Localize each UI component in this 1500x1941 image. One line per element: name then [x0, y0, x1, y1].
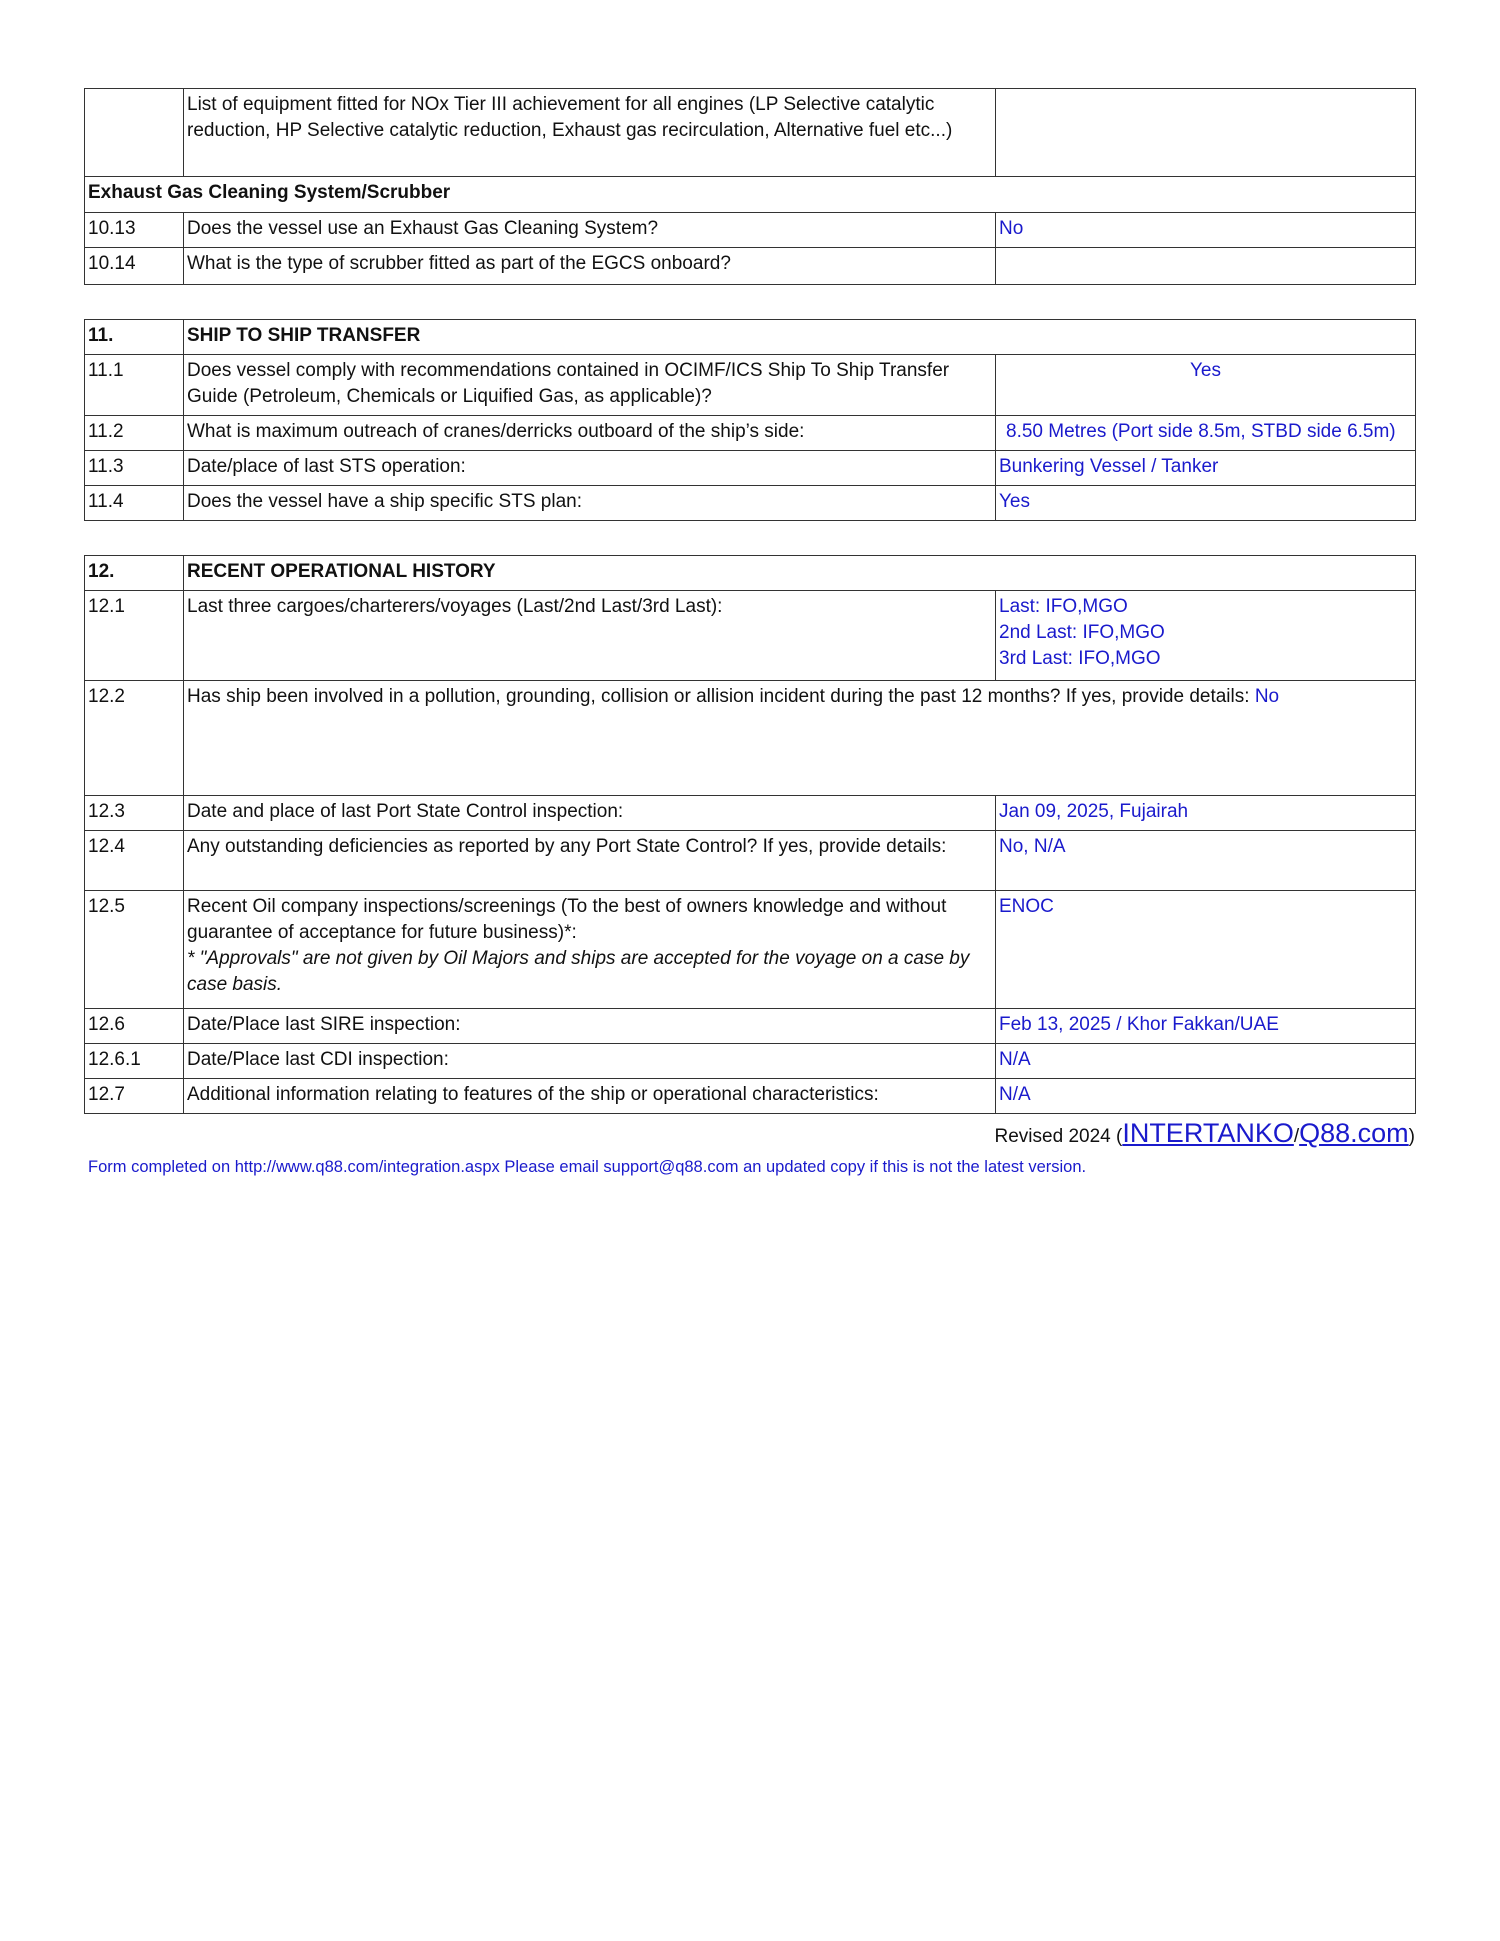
row-question: Date and place of last Port State Control inspection: — [184, 796, 996, 831]
table-row-12-2 — [85, 681, 1416, 796]
row-number: 12.6.1 — [85, 1044, 184, 1079]
row-answer: No — [1254, 686, 1280, 707]
table-row-12-6-1 — [85, 1044, 1416, 1079]
intertanko-link[interactable]: INTERTANKO — [1122, 1118, 1294, 1148]
table-row-11-3 — [85, 451, 1416, 486]
row-question: Has ship been involved in a pollution, grounding, collision or allision incident during the past 12 months? If yes, provide details: — [187, 686, 1255, 707]
row-question: Date/Place last SIRE inspection: — [184, 1009, 996, 1044]
revised-suffix: ) — [1408, 1126, 1415, 1147]
q88-link[interactable]: Q88.com — [1299, 1118, 1409, 1148]
row-question: What is maximum outreach of cranes/derricks outboard of the ship’s side: — [184, 416, 996, 451]
table-row-12-5 — [85, 891, 1416, 1009]
row-question-with-answer — [184, 681, 1416, 796]
row-question: Last three cargoes/charterers/voyages (Last/2nd Last/3rd Last): — [184, 591, 996, 681]
table-row-11-2 — [85, 416, 1416, 451]
link-separator: / — [1293, 1126, 1300, 1147]
row-question: Does vessel comply with recommendations contained in OCIMF/ICS Ship To Ship Transfer Guide (Petroleum, Chemicals or Liquified Gas, as applicable)? — [184, 355, 996, 416]
row-answer: Yes — [996, 355, 1416, 416]
row-number: 11.2 — [85, 416, 184, 451]
section-10-continued-table — [84, 88, 1416, 285]
subheader-row-egcs — [85, 177, 1416, 213]
row-number: 12.5 — [85, 891, 184, 1009]
row-answer: Jan 09, 2025, Fujairah — [996, 796, 1416, 831]
row-question-block — [184, 891, 996, 1009]
row-answer: No — [996, 213, 1416, 248]
row-answer: N/A — [996, 1079, 1416, 1114]
row-answer: 8.50 Metres (Port side 8.5m, STBD side 6.5m) — [996, 416, 1416, 451]
cargo-last: Last: IFO,MGO — [999, 596, 1128, 617]
table-row-11-4 — [85, 486, 1416, 521]
row-question: Any outstanding deficiencies as reported by any Port State Control? If yes, provide details: — [184, 831, 996, 891]
table-row-12-3 — [85, 796, 1416, 831]
section-title: RECENT OPERATIONAL HISTORY — [184, 556, 1416, 591]
row-number: 11.4 — [85, 486, 184, 521]
cargo-2nd-last: 2nd Last: IFO,MGO — [999, 622, 1165, 643]
table-row-12-7 — [85, 1079, 1416, 1114]
row-question: Recent Oil company inspections/screenings (To the best of owners knowledge and without guarantee of acceptance for future business)*: — [187, 896, 947, 943]
row-answer: Yes — [996, 486, 1416, 521]
section-11-table — [84, 319, 1416, 521]
row-number: 12.3 — [85, 796, 184, 831]
row-answer: ENOC — [996, 891, 1416, 1009]
table-row-12-4 — [85, 831, 1416, 891]
row-number: 10.13 — [85, 213, 184, 248]
row-question: Date/Place last CDI inspection: — [184, 1044, 996, 1079]
section-12-table — [84, 555, 1416, 1114]
revised-note — [995, 1118, 1415, 1149]
row-answer — [996, 89, 1416, 177]
form-completed-note: Form completed on http://www.q88.com/integration.aspx Please email support@q88.com an updated copy if this is not the latest version. — [88, 1158, 1087, 1176]
subheader-egcs: Exhaust Gas Cleaning System/Scrubber — [85, 177, 1416, 213]
table-row-12-1 — [85, 591, 1416, 681]
section-header-row — [85, 320, 1416, 355]
section-header-row — [85, 556, 1416, 591]
row-number: 10.14 — [85, 248, 184, 285]
row-number: 12.2 — [85, 681, 184, 796]
row-number: 11.3 — [85, 451, 184, 486]
row-question: Date/place of last STS operation: — [184, 451, 996, 486]
row-question: Additional information relating to features of the ship or operational characteristics: — [184, 1079, 996, 1114]
revised-prefix: Revised 2024 ( — [994, 1126, 1123, 1147]
row-number — [85, 89, 184, 177]
row-number: 12.4 — [85, 831, 184, 891]
row-answer: N/A — [996, 1044, 1416, 1079]
row-number: 12.7 — [85, 1079, 184, 1114]
row-answer: No, N/A — [996, 831, 1416, 891]
table-row-nox-equipment — [85, 89, 1416, 177]
row-answer: Feb 13, 2025 / Khor Fakkan/UAE — [996, 1009, 1416, 1044]
table-row-11-1 — [85, 355, 1416, 416]
table-row-12-6 — [85, 1009, 1416, 1044]
section-number: 11. — [85, 320, 184, 355]
row-answer — [996, 248, 1416, 285]
row-answer: Bunkering Vessel / Tanker — [996, 451, 1416, 486]
section-title: SHIP TO SHIP TRANSFER — [184, 320, 1416, 355]
row-number: 12.6 — [85, 1009, 184, 1044]
row-number: 11.1 — [85, 355, 184, 416]
row-answer-cargoes — [996, 591, 1416, 681]
section-number: 12. — [85, 556, 184, 591]
table-row-10-14 — [85, 248, 1416, 285]
row-number: 12.1 — [85, 591, 184, 681]
approvals-note: * "Approvals" are not given by Oil Majors and ships are accepted for the voyage on a case by case basis. — [187, 948, 970, 995]
row-question: List of equipment fitted for NOx Tier III achievement for all engines (LP Selective catalytic reduction, HP Selective catalytic reduction, Exhaust gas recirculation, Alternative fuel etc...) — [184, 89, 996, 177]
row-question: What is the type of scrubber fitted as part of the EGCS onboard? — [184, 248, 996, 285]
table-row-10-13 — [85, 213, 1416, 248]
cargo-3rd-last: 3rd Last: IFO,MGO — [999, 648, 1161, 669]
row-question: Does the vessel use an Exhaust Gas Cleaning System? — [184, 213, 996, 248]
row-question: Does the vessel have a ship specific STS plan: — [184, 486, 996, 521]
